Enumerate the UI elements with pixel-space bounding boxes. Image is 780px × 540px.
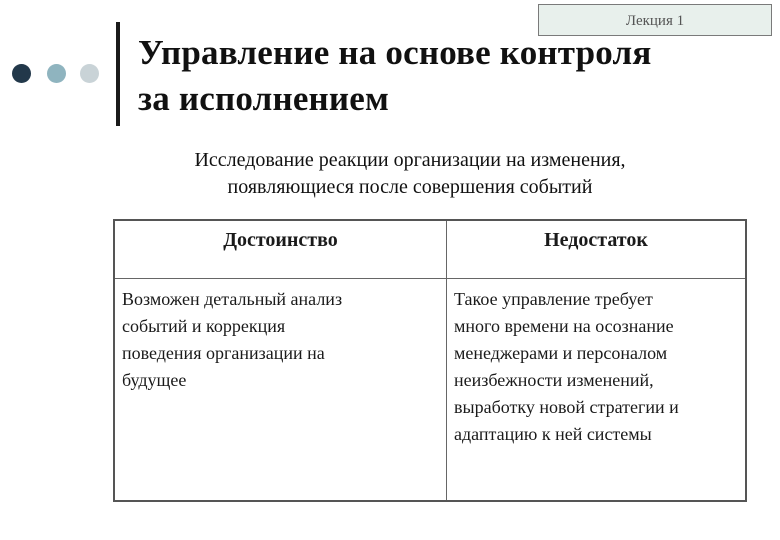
disadvantage-line: адаптацию к ней системы — [454, 423, 652, 444]
title-line-1: Управление на основе контроля — [138, 33, 652, 72]
advantage-line: поведения организации на — [122, 342, 325, 363]
title-line-2: за исполнением — [138, 79, 390, 118]
lecture-badge: Лекция 1 — [538, 4, 772, 36]
subtitle-line-1: Исследование реакции организации на изменения, — [194, 149, 626, 171]
header-advantage: Достоинство — [114, 220, 447, 278]
advantage-line: событий и коррекция — [122, 315, 286, 336]
decorative-dot-mid — [47, 64, 66, 83]
advantage-line: Возможен детальный анализ — [122, 288, 343, 309]
decorative-dot-dark — [12, 64, 31, 83]
comparison-table — [113, 219, 747, 502]
subtitle-line-2: появляющиеся после совершения событий — [227, 176, 593, 198]
title-divider — [116, 22, 120, 126]
disadvantage-line: много времени на осознание — [454, 315, 674, 336]
disadvantage-line: менеджерами и персоналом — [454, 342, 668, 363]
table-row — [114, 278, 746, 501]
disadvantage-line: неизбежности изменений, — [454, 369, 654, 390]
slide-title — [138, 30, 758, 122]
disadvantage-line: выработку новой стратегии и — [454, 396, 679, 417]
decorative-dot-light — [80, 64, 99, 83]
slide-subtitle — [110, 147, 710, 201]
cell-advantage — [114, 278, 447, 501]
cell-disadvantage — [447, 278, 747, 501]
table-header-row — [114, 220, 746, 278]
advantage-line: будущее — [122, 369, 187, 390]
disadvantage-line: Такое управление требует — [454, 288, 653, 309]
header-disadvantage: Недостаток — [447, 220, 747, 278]
